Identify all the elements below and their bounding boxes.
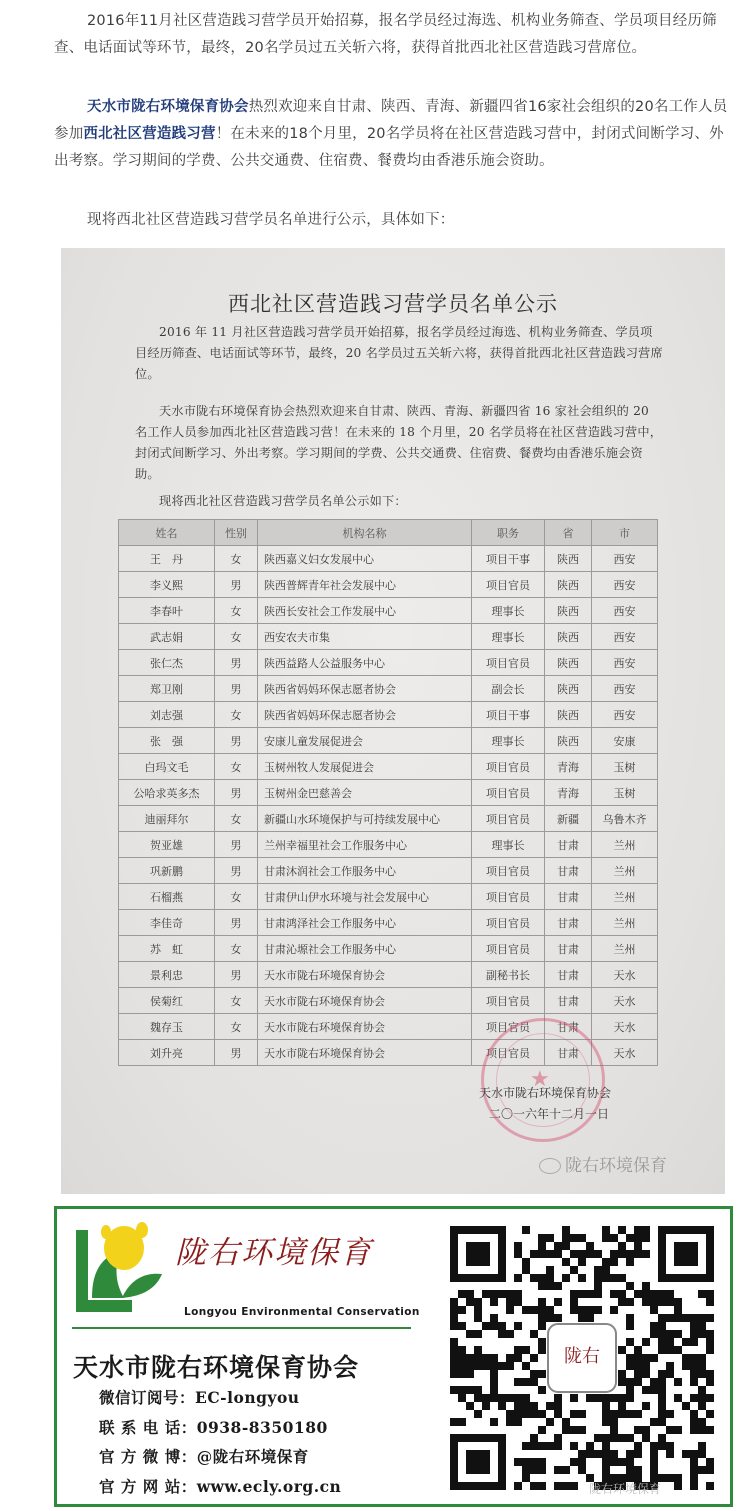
signature-organization: 天水市陇右环境保育协会 (479, 1086, 612, 1100)
weibo-label: 官 方 微 博： (99, 1447, 197, 1466)
cell-province: 陕西 (545, 624, 592, 650)
cell-name: 景利忠 (119, 962, 215, 988)
cell-province: 青海 (545, 780, 592, 806)
cell-gender: 男 (215, 728, 258, 754)
org-name-highlight: 天水市陇右环境保育协会 (87, 99, 249, 115)
cell-gender: 男 (215, 780, 258, 806)
cell-city: 西安 (592, 572, 658, 598)
cell-gender: 女 (215, 936, 258, 962)
cell-position: 项目官员 (472, 884, 545, 910)
member-table (118, 519, 658, 1066)
cell-name: 王 丹 (119, 546, 215, 572)
cell-city: 兰州 (592, 910, 658, 936)
cell-city: 玉树 (592, 780, 658, 806)
wechat-id-line (99, 1386, 300, 1408)
cell-city: 乌鲁木齐 (592, 806, 658, 832)
header-position: 职务 (472, 520, 545, 546)
cell-name: 郑卫刚 (119, 676, 215, 702)
table-row (119, 754, 658, 780)
cell-position: 项目官员 (472, 572, 545, 598)
cell-gender: 女 (215, 546, 258, 572)
cell-province: 新疆 (545, 806, 592, 832)
cell-province: 甘肃 (545, 1040, 592, 1066)
cell-organization: 安康儿童发展促进会 (258, 728, 472, 754)
cell-organization: 陕西益路人公益服务中心 (258, 650, 472, 676)
cell-city: 西安 (592, 546, 658, 572)
cell-gender: 男 (215, 858, 258, 884)
watermark-text: 陇右环境保育 (565, 1156, 667, 1176)
cell-city: 兰州 (592, 884, 658, 910)
cell-province: 甘肃 (545, 884, 592, 910)
table-row (119, 676, 658, 702)
weibo-line (99, 1445, 309, 1467)
cell-gender: 女 (215, 806, 258, 832)
table-row (119, 546, 658, 572)
cell-city: 兰州 (592, 936, 658, 962)
cell-gender: 男 (215, 910, 258, 936)
cell-province: 甘肃 (545, 832, 592, 858)
cell-gender: 男 (215, 832, 258, 858)
cell-province: 陕西 (545, 728, 592, 754)
scanned-notice-image (61, 248, 725, 1194)
website-line (99, 1475, 341, 1497)
cell-organization: 西安农夫市集 (258, 624, 472, 650)
table-row (119, 598, 658, 624)
website-label: 官 方 网 站： (99, 1477, 197, 1496)
cell-province: 青海 (545, 754, 592, 780)
footer-banner (54, 1206, 733, 1507)
cell-province: 陕西 (545, 572, 592, 598)
cell-organization: 陕西嘉义妇女发展中心 (258, 546, 472, 572)
cell-province: 甘肃 (545, 936, 592, 962)
cell-organization: 天水市陇右环境保育协会 (258, 1040, 472, 1066)
wechat-icon (539, 1158, 561, 1174)
table-row (119, 572, 658, 598)
cell-position: 项目干事 (472, 702, 545, 728)
cell-position: 理事长 (472, 832, 545, 858)
cell-organization: 天水市陇右环境保育协会 (258, 962, 472, 988)
cell-city: 天水 (592, 962, 658, 988)
cell-position: 项目官员 (472, 650, 545, 676)
table-row (119, 858, 658, 884)
cell-gender: 男 (215, 962, 258, 988)
cell-city: 兰州 (592, 858, 658, 884)
wechat-value: EC-longyou (195, 1388, 300, 1407)
qr-watermark: 陇右环境保育 (589, 1482, 662, 1496)
header-organization: 机构名称 (258, 520, 472, 546)
cell-province: 甘肃 (545, 910, 592, 936)
table-row (119, 702, 658, 728)
cell-organization: 玉树州牧人发展促进会 (258, 754, 472, 780)
cell-gender: 女 (215, 702, 258, 728)
cell-name: 李佳奇 (119, 910, 215, 936)
cell-city: 天水 (592, 988, 658, 1014)
header-city: 市 (592, 520, 658, 546)
signature-date: 二〇一六年十二月一日 (489, 1107, 610, 1121)
cell-city: 西安 (592, 624, 658, 650)
cell-name: 白玛文毛 (119, 754, 215, 780)
cell-organization: 甘肃鸿泽社会工作服务中心 (258, 910, 472, 936)
cell-city: 天水 (592, 1014, 658, 1040)
cell-city: 玉树 (592, 754, 658, 780)
cell-organization: 陕西省妈妈环保志愿者协会 (258, 702, 472, 728)
cell-gender: 女 (215, 1014, 258, 1040)
cell-province: 陕西 (545, 598, 592, 624)
cell-name: 公哈求英多杰 (119, 780, 215, 806)
cell-city: 西安 (592, 598, 658, 624)
header-gender: 性别 (215, 520, 258, 546)
wechat-label: 微信订阅号： (99, 1388, 196, 1407)
website-value[interactable]: www.ecly.org.cn (196, 1477, 342, 1496)
table-row (119, 780, 658, 806)
cell-name: 李春叶 (119, 598, 215, 624)
member-table-body (119, 546, 658, 1066)
notice-paragraph-1: 2016 年 11 月社区营造践习营学员开始招募，报名学员经过海选、机构业务筛查、学员项目经历筛查、电话面试等环节，最终，20 名学员过五关斩六将，获得首批西北社区营造践习营席位。 (135, 325, 663, 381)
table-row (119, 988, 658, 1014)
cell-organization: 新疆山水环境保护与可持续发展中心 (258, 806, 472, 832)
cell-province: 甘肃 (545, 962, 592, 988)
cell-name: 贺亚雄 (119, 832, 215, 858)
cell-city: 西安 (592, 702, 658, 728)
cell-name: 李义熙 (119, 572, 215, 598)
header-province: 省 (545, 520, 592, 546)
cell-position: 项目官员 (472, 754, 545, 780)
cell-organization: 甘肃沁塬社会工作服务中心 (258, 936, 472, 962)
phone-value: 0938-8350180 (196, 1418, 328, 1437)
cell-position: 项目官员 (472, 858, 545, 884)
member-table-header (119, 520, 658, 546)
cell-name: 张 强 (119, 728, 215, 754)
table-row (119, 728, 658, 754)
cell-city: 兰州 (592, 832, 658, 858)
table-row (119, 624, 658, 650)
wechat-watermark (539, 1151, 667, 1176)
cell-city: 西安 (592, 650, 658, 676)
cell-gender: 男 (215, 676, 258, 702)
camp-name-highlight: 西北社区营造践习营 (83, 126, 216, 142)
header-name: 姓名 (119, 520, 215, 546)
cell-name: 武志娟 (119, 624, 215, 650)
cell-organization: 陕西长安社会工作发展中心 (258, 598, 472, 624)
phone-label: 联 系 电 话： (99, 1418, 197, 1437)
notice-paragraph-2: 天水市陇右环境保育协会热烈欢迎来自甘肃、陕西、青海、新疆四省 16 家社会组织的 20 名工作人员参加西北社区营造践习营！在未来的 18 个月里，20 名学员将在社区营造践习营中，封闭式间断学习、外出考察。学习期间的学费、公共交通费、住宿费、餐费均由香港乐施会资助。 (135, 404, 663, 481)
cell-organization: 天水市陇右环境保育协会 (258, 1014, 472, 1040)
cell-organization: 甘肃沐润社会工作服务中心 (258, 858, 472, 884)
intro-paragraph-2 (54, 94, 734, 175)
cell-position: 理事长 (472, 728, 545, 754)
phone-line (99, 1416, 328, 1438)
intro-paragraph-1: 2016年11月社区营造践习营学员开始招募，报名学员经过海选、机构业务筛查、学员项目经历筛查、电话面试等环节，最终，20名学员过五关斩六将，获得首批西北社区营造践习营席位。 (54, 13, 717, 56)
leaf-logo-icon (72, 1220, 164, 1314)
cell-organization: 甘肃伊山伊水环境与社会发展中心 (258, 884, 472, 910)
cell-gender: 女 (215, 884, 258, 910)
cell-gender: 女 (215, 988, 258, 1014)
cell-gender: 女 (215, 624, 258, 650)
intro-paragraph-2-text-b: ！在未来的18个月里，20名学员将在社区营造践习营中，封闭式间断学习、外出考察。学习期间的学费、公共交通费、住宿费、餐费均由香港乐施会资助。 (54, 126, 724, 169)
cell-name: 刘志强 (119, 702, 215, 728)
cell-city: 天水 (592, 1040, 658, 1066)
notice-title: 西北社区营造践习营学员名单公示 (228, 292, 558, 316)
cell-position: 项目干事 (472, 546, 545, 572)
cell-gender: 女 (215, 754, 258, 780)
cell-position: 项目官员 (472, 936, 545, 962)
cell-province: 甘肃 (545, 1014, 592, 1040)
table-row (119, 884, 658, 910)
cell-position: 副秘书长 (472, 962, 545, 988)
table-row (119, 806, 658, 832)
cell-province: 陕西 (545, 650, 592, 676)
cell-province: 陕西 (545, 546, 592, 572)
cell-name: 张仁杰 (119, 650, 215, 676)
brand-divider (72, 1327, 411, 1329)
cell-position: 项目官员 (472, 780, 545, 806)
cell-position: 项目官员 (472, 988, 545, 1014)
official-seal (481, 1018, 605, 1142)
cell-name: 刘升亮 (119, 1040, 215, 1066)
cell-name: 巩新鹏 (119, 858, 215, 884)
table-row (119, 962, 658, 988)
table-row (119, 936, 658, 962)
cell-province: 陕西 (545, 676, 592, 702)
cell-organization: 玉树州金巴慈善会 (258, 780, 472, 806)
cell-province: 甘肃 (545, 858, 592, 884)
cell-gender: 男 (215, 1040, 258, 1066)
cell-name: 魏存玉 (119, 1014, 215, 1040)
cell-gender: 女 (215, 598, 258, 624)
cell-organization: 陕西普辉青年社会发展中心 (258, 572, 472, 598)
seal-star-icon: ★ (530, 1067, 550, 1092)
qr-center-logo: 陇右 (564, 1346, 600, 1367)
cell-name: 迪丽拜尔 (119, 806, 215, 832)
cell-organization: 陕西省妈妈环保志愿者协会 (258, 676, 472, 702)
table-row (119, 910, 658, 936)
cell-position: 项目官员 (472, 910, 545, 936)
cell-gender: 男 (215, 650, 258, 676)
cell-organization: 天水市陇右环境保育协会 (258, 988, 472, 1014)
cell-organization: 兰州幸福里社会工作服务中心 (258, 832, 472, 858)
cell-position: 理事长 (472, 624, 545, 650)
cell-position: 副会长 (472, 676, 545, 702)
cell-province: 甘肃 (545, 988, 592, 1014)
cell-city: 西安 (592, 676, 658, 702)
notice-paragraph-3: 现将西北社区营造践习营学员名单公示如下： (159, 494, 407, 508)
cell-name: 石榴燕 (119, 884, 215, 910)
cell-name: 侯菊红 (119, 988, 215, 1014)
table-row (119, 832, 658, 858)
cell-city: 安康 (592, 728, 658, 754)
cell-position: 项目官员 (472, 1040, 545, 1066)
association-name: 天水市陇右环境保育协会 (73, 1353, 360, 1382)
qr-code[interactable] (445, 1221, 719, 1496)
cell-province: 陕西 (545, 702, 592, 728)
intro-paragraph-2-text-a: 热烈欢迎来自甘肃、陕西、青海、新疆四省16家社会组织的20名工作人员参加 (54, 99, 728, 142)
brand-calligraphy: 陇右环境保育 (175, 1235, 373, 1271)
cell-position: 理事长 (472, 598, 545, 624)
cell-name: 苏 虹 (119, 936, 215, 962)
brand-english-name: Longyou Environmental Conservation (184, 1306, 420, 1318)
cell-gender: 男 (215, 572, 258, 598)
weibo-value: @陇右环境保育 (196, 1447, 309, 1466)
intro-paragraph-3: 现将西北社区营造践习营学员名单进行公示，具体如下： (87, 212, 455, 228)
cell-position: 项目官员 (472, 1014, 545, 1040)
cell-position: 项目官员 (472, 806, 545, 832)
table-row (119, 650, 658, 676)
